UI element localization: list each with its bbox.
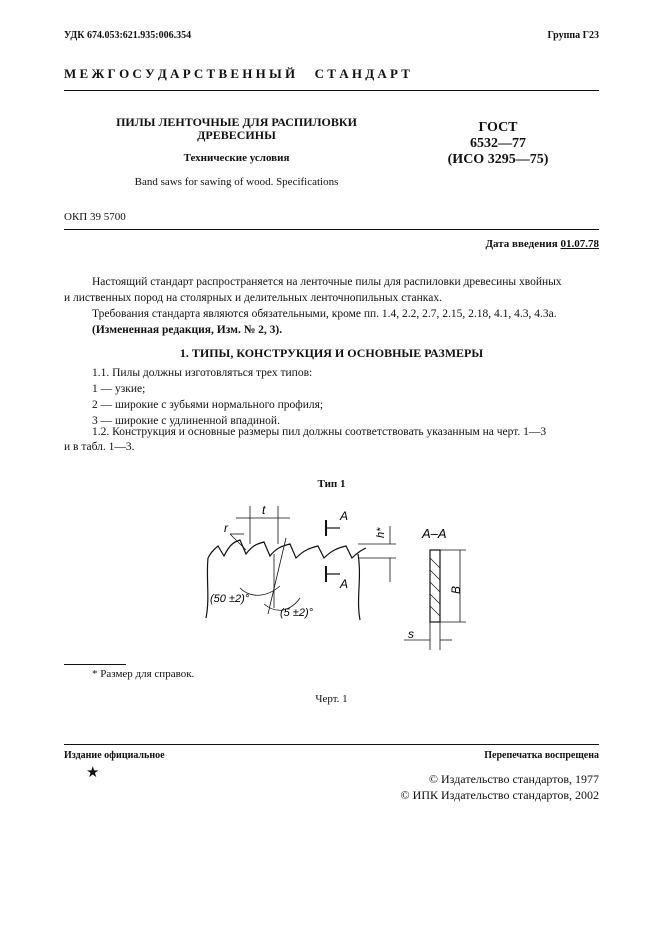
label-h: h* (375, 527, 387, 538)
item-1-2-line2: и в табл. 1—3. (64, 441, 135, 453)
figure-type-label: Тип 1 (317, 478, 346, 490)
iso-number: (ИСО 3295—75) (447, 152, 549, 167)
doc-title-line1: ПИЛЫ ЛЕНТОЧНЫЕ ДЛЯ РАСПИЛОВКИ (116, 115, 357, 129)
standard-banner: М Е Ж Г О С У Д А Р С Т В Е Н Н Ы Й С Т А Н Д А Р Т (64, 66, 410, 81)
gost-label: ГОСТ (478, 120, 518, 135)
footer-divider (64, 744, 599, 745)
paragraph-1-line1: Настоящий стандарт распространяется на ленточные пилы для распиловки древесины хвойных (92, 276, 562, 288)
item-1-1: 1.1. Пилы должны изготовляться трех типов: (92, 367, 313, 379)
doc-title-line2: ДРЕВЕСИНЫ (197, 128, 276, 142)
star-icon: ★ (86, 765, 100, 781)
intro-date-label: Дата введения (485, 238, 561, 250)
gost-block (418, 120, 578, 168)
doc-english-title: Band saws for sawing of wood. Specifications (134, 176, 339, 188)
okp-code: ОКП 39 5700 (64, 211, 126, 223)
doc-title (64, 116, 409, 142)
figure-caption: Черт. 1 (315, 693, 348, 705)
label-angle-50: (50 ±2)° (210, 593, 250, 605)
group-code: Группа Г23 (547, 30, 599, 41)
label-t: t (262, 503, 266, 517)
doc-subtitle: Технические условия (183, 152, 290, 164)
type-2: 2 — широкие с зубьями нормального профиля; (92, 399, 324, 411)
intro-date (485, 238, 599, 250)
label-a-top: A (340, 509, 349, 523)
type-1: 1 — узкие; (92, 383, 146, 395)
section-1-heading: 1. ТИПЫ, КОНСТРУКЦИЯ И ОСНОВНЫЕ РАЗМЕРЫ (179, 346, 484, 360)
paragraph-2: Требования стандарта являются обязательными, кроме пп. 1.4, 2.2, 2.7, 2.15, 2.18, 4.1, 4.3, 4.3а. (92, 308, 557, 320)
amendment-note: (Измененная редакция, Изм. № 2, 3). (92, 324, 283, 336)
label-r: r (224, 521, 228, 535)
label-angle-5: (5 ±2)° (280, 607, 314, 619)
footnote-divider (64, 664, 126, 665)
intro-date-value: 01.07.78 (560, 238, 599, 250)
paragraph-1-line2: и лиственных пород на столярных и делительных ленточнопильных станках. (64, 292, 442, 304)
label-s: s (408, 627, 414, 641)
udk-code: УДК 674.053:621.935:006.354 (64, 30, 192, 41)
type-3: 3 — широкие с удлиненной впадиной. (92, 415, 280, 427)
band-saw-drawing (190, 498, 480, 658)
label-b: B (449, 585, 463, 594)
reprint-notice: Перепечатка воспрещена (484, 750, 599, 761)
label-a-bottom: A (340, 577, 349, 591)
saw-body-right-edge (358, 554, 360, 620)
header-divider (64, 90, 599, 91)
item-1-2-line1: 1.2. Конструкция и основные размеры пил должны соответствовать указанным на черт. 1—3 (92, 426, 547, 438)
footnote: * Размер для справок. (92, 668, 195, 680)
label-section: A–A (422, 526, 447, 541)
saw-teeth-profile (208, 540, 366, 558)
saw-body-edge (206, 558, 208, 618)
copyright-2002: © ИПК Издательство стандартов, 2002 (400, 788, 599, 802)
official-edition: Издание официальное (64, 750, 165, 761)
okp-divider (64, 229, 599, 230)
gost-number: 6532—77 (470, 136, 526, 151)
copyright-1977: © Издательство стандартов, 1977 (428, 772, 599, 786)
